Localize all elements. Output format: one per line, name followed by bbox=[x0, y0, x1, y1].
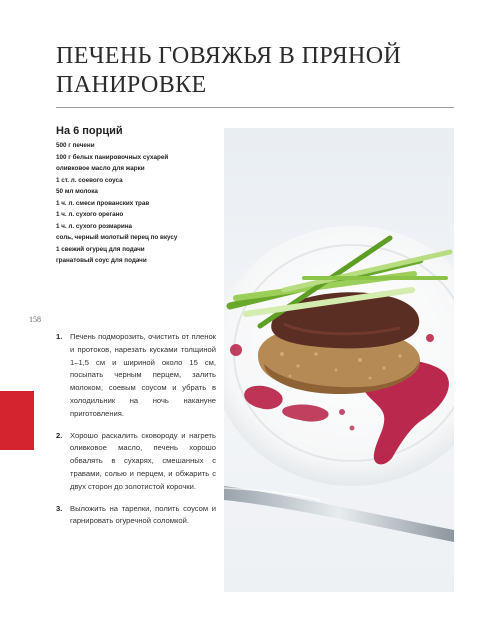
ingredient-item: 1 ст. л. соевого соуса bbox=[56, 176, 123, 184]
recipe-title bbox=[56, 42, 466, 100]
ingredient-item: 500 г печени bbox=[56, 142, 95, 149]
ingredient-item: гранатовый соус для подачи bbox=[56, 257, 147, 264]
method-steps bbox=[56, 331, 216, 537]
ingredient-item: 1 ч. л. смеси прованских трав bbox=[56, 199, 150, 207]
step-number: 2. bbox=[56, 430, 63, 440]
dish-photo-illustration bbox=[224, 128, 454, 592]
method-step bbox=[56, 430, 216, 494]
step-text: Печень подморозить, очистить от пленок и протоков, нарезать кусками толщиной 1–1,5 см и шириной около 15 см, посыпать черным перцем, залить молоком, соевым соусом и убрать в холодильник на ночь накануне приготовления. bbox=[70, 332, 216, 418]
ingredient-item: 1 ч. л. сухого орегано bbox=[56, 211, 124, 218]
ingredient-item: 1 свежий огурец для подачи bbox=[56, 245, 145, 253]
servings-heading: На 6 порций bbox=[56, 125, 123, 137]
ingredient-item: соль, черный молотый перец по вкусу bbox=[56, 234, 178, 241]
dish-photo bbox=[224, 128, 454, 592]
step-number: 1. bbox=[56, 332, 63, 341]
page-number: 158 bbox=[29, 315, 41, 324]
step-number: 3. bbox=[56, 503, 63, 513]
step-text: Выложить на тарелки, полить соусом и гарнировать огуречной соломкой. bbox=[70, 503, 216, 526]
ingredient-item: 100 г белых панировочных сухарей bbox=[56, 153, 169, 161]
ingredients-list bbox=[56, 140, 226, 267]
ingredient-item: 50 мл молока bbox=[56, 188, 98, 195]
ingredient-item: 1 ч. л. сухого розмарина bbox=[56, 222, 132, 230]
recipe-title-line-1: ПЕЧЕНЬ ГОВЯЖЬЯ В ПРЯНОЙ bbox=[56, 43, 402, 69]
recipe-title-line-2: ПАНИРОВКЕ bbox=[56, 72, 207, 98]
ingredient-item: оливковое масло для жарки bbox=[56, 165, 145, 172]
method-step bbox=[56, 331, 216, 421]
step-text: Хорошо раскалить сковороду и нагреть оливковое масло, печень хорошо обвалять в сухарях, смешанных с травами, солью и перцем, и обжарить с двух сторон до золотистой корочки. bbox=[70, 430, 216, 491]
method-step bbox=[56, 503, 216, 529]
section-color-tab bbox=[0, 391, 34, 450]
title-divider bbox=[56, 107, 454, 108]
